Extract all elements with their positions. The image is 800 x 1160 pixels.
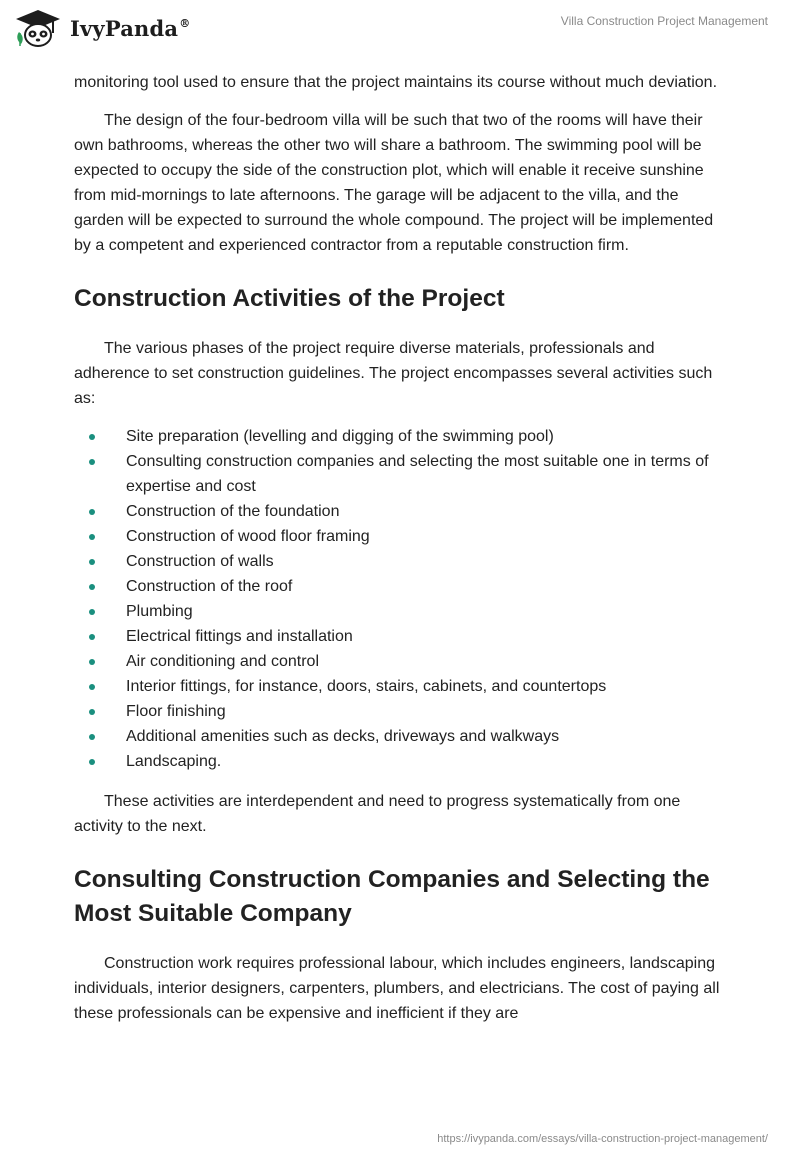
bullet-icon (89, 709, 95, 715)
list-item: Interior fittings, for instance, doors, stairs, cabinets, and countertops (74, 674, 724, 699)
list-item: Landscaping. (74, 749, 724, 774)
activities-list (74, 424, 724, 774)
list-item: Construction of the roof (74, 574, 724, 599)
page-header (0, 0, 800, 60)
bullet-icon (89, 734, 95, 740)
bullet-icon (89, 584, 95, 590)
bullet-icon (89, 634, 95, 640)
ivypanda-logo[interactable] (14, 8, 190, 48)
essay-content (74, 70, 724, 1026)
list-item: Floor finishing (74, 699, 724, 724)
source-url[interactable]: https://ivypanda.com/essays/villa-construction-project-management/ (437, 1133, 768, 1145)
section-heading-activities: Construction Activities of the Project (74, 285, 505, 312)
bullet-icon (89, 434, 95, 440)
section-heading-consulting: Consulting Construction Companies and Selecting the Most Suitable Company (74, 866, 710, 927)
intro-continuation: monitoring tool used to ensure that the project maintains its course without much deviation. (74, 74, 718, 91)
bullet-icon (89, 559, 95, 565)
panda-icon (14, 8, 62, 48)
list-item: Construction of wood floor framing (74, 524, 724, 549)
activities-intro: The various phases of the project require diverse materials, professionals and adherence to set construction guidelines. The project encompasses several activities such as: (74, 340, 713, 407)
design-paragraph: The design of the four-bedroom villa will be such that two of the rooms will have their own bathrooms, whereas the other two will share a bathroom. The swimming pool will be expected to occupy the side of the construction plot, which will enable it receive sunshine from mid-mornings to late afternoons. The garage will be adjacent to the villa, and the garden will be expected to surround the whole compound. The project will be implemented by a competent and experienced contractor from a reputable construction firm. (74, 112, 714, 254)
consulting-paragraph: Construction work requires professional labour, which includes engineers, landscaping individuals, interior designers, carpenters, plumbers, and electricians. The cost of paying all these professionals can be expensive and inefficient if they are (74, 955, 720, 1022)
list-item: Additional amenities such as decks, driveways and walkways (74, 724, 724, 749)
bullet-icon (89, 684, 95, 690)
document-title: Villa Construction Project Management (560, 14, 768, 28)
activities-closing: These activities are interdependent and need to progress systematically from one activity to the next. (74, 793, 681, 835)
bullet-icon (89, 534, 95, 540)
bullet-icon (89, 759, 95, 765)
bullet-icon (89, 609, 95, 615)
list-item: Site preparation (levelling and digging of the swimming pool) (74, 424, 724, 449)
list-item: Electrical fittings and installation (74, 624, 724, 649)
list-item: Air conditioning and control (74, 649, 724, 674)
list-item: Plumbing (74, 599, 724, 624)
brand-name: IvyPanda® (70, 15, 191, 41)
list-item: Construction of walls (74, 549, 724, 574)
bullet-icon (89, 659, 95, 665)
bullet-icon (89, 509, 95, 515)
list-item: Consulting construction companies and selecting the most suitable one in terms of expertise and cost (74, 449, 724, 499)
bullet-icon (89, 459, 95, 465)
list-item: Construction of the foundation (74, 499, 724, 524)
